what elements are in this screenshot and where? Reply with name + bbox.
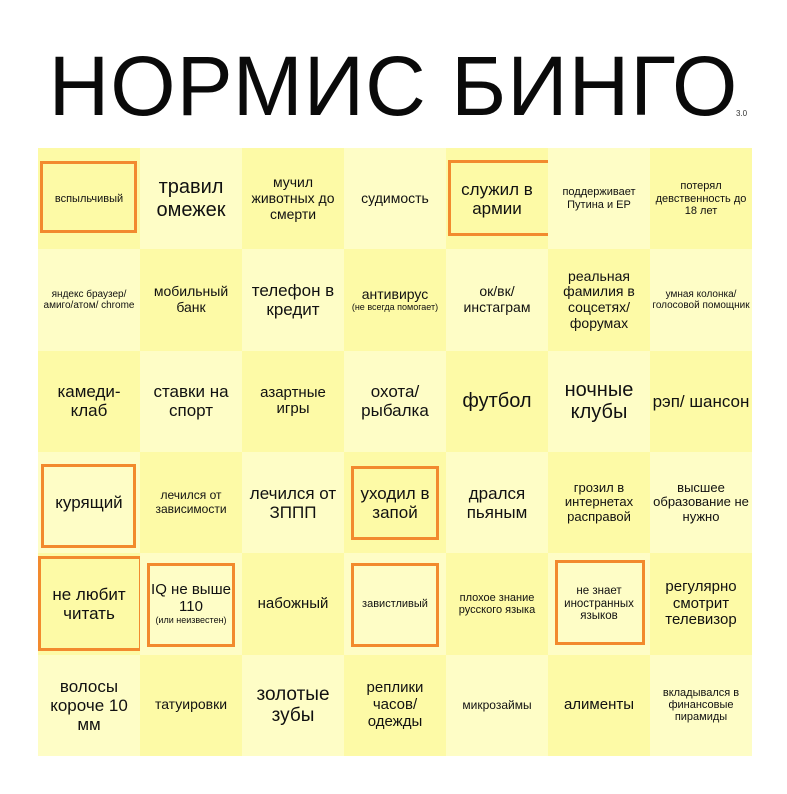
bingo-cell[interactable] bbox=[242, 148, 344, 249]
bingo-cell[interactable] bbox=[140, 148, 242, 249]
bingo-cell[interactable] bbox=[650, 351, 752, 452]
bingo-cell[interactable] bbox=[242, 553, 344, 654]
bingo-cell[interactable] bbox=[548, 249, 650, 350]
bingo-cell[interactable] bbox=[650, 655, 752, 756]
cell-text: лечился от зависимости bbox=[155, 488, 227, 516]
cell-text: волосы короче 10 мм bbox=[50, 676, 128, 734]
bingo-cell[interactable] bbox=[242, 351, 344, 452]
bingo-cell[interactable] bbox=[140, 351, 242, 452]
cell-text: IQ не выше 110 bbox=[151, 580, 231, 615]
cell-text: не любит читать bbox=[52, 584, 126, 623]
cell-text: вспыльчивый bbox=[54, 192, 124, 205]
bingo-cell[interactable] bbox=[344, 655, 446, 756]
bingo-cell[interactable] bbox=[38, 148, 140, 249]
cell-text: ок/вк/ инстаграм bbox=[463, 283, 531, 315]
bingo-cell[interactable] bbox=[650, 249, 752, 350]
bingo-cell[interactable] bbox=[344, 351, 446, 452]
bingo-cell[interactable] bbox=[650, 553, 752, 654]
cell-subtext: (не всегда помогает) bbox=[351, 302, 439, 313]
bingo-cell[interactable] bbox=[242, 452, 344, 553]
cell-text: мучил животных до смерти bbox=[251, 174, 335, 222]
cell-text: телефон в кредит bbox=[251, 280, 335, 319]
bingo-cell[interactable] bbox=[548, 148, 650, 249]
cell-text: умная колонка/ голосовой помощник bbox=[652, 288, 750, 311]
bingo-cell[interactable] bbox=[242, 655, 344, 756]
cell-text: поддерживает Путина и ЕР bbox=[562, 186, 636, 211]
bingo-cell[interactable] bbox=[548, 553, 650, 654]
cell-text: плохое знание русского языка bbox=[458, 591, 536, 616]
version-label: 3.0 bbox=[736, 109, 748, 118]
cell-text: охота/ рыбалка bbox=[361, 382, 429, 421]
cell-text: яндекс браузер/ амиго/атом/ chrome bbox=[43, 288, 135, 311]
bingo-cell[interactable] bbox=[446, 553, 548, 654]
bingo-cell[interactable] bbox=[548, 655, 650, 756]
cell-text: потерял девственность до 18 лет bbox=[655, 180, 747, 217]
cell-text: судимость bbox=[361, 189, 429, 206]
cell-text: не знает иностранных языков bbox=[564, 584, 634, 623]
bingo-cell[interactable] bbox=[344, 249, 446, 350]
cell-subtext: (или неизвестен) bbox=[155, 615, 227, 626]
cell-text: реальная фамилия в соцсетях/ форумах bbox=[563, 267, 635, 331]
bingo-grid bbox=[38, 148, 752, 756]
cell-text: дрался пьяным bbox=[466, 483, 528, 522]
cell-text: ставки на спорт bbox=[153, 382, 229, 421]
bingo-cell[interactable] bbox=[140, 249, 242, 350]
cell-text: лечился от ЗППП bbox=[249, 483, 337, 522]
page-title: НОРМИС БИНГО bbox=[48, 39, 739, 133]
bingo-cell[interactable] bbox=[140, 655, 242, 756]
cell-text: ночные клубы bbox=[564, 378, 634, 424]
bingo-cell[interactable] bbox=[38, 351, 140, 452]
bingo-cell[interactable] bbox=[446, 655, 548, 756]
bingo-cell[interactable] bbox=[242, 249, 344, 350]
bingo-cell[interactable] bbox=[650, 452, 752, 553]
bingo-cell[interactable] bbox=[446, 249, 548, 350]
bingo-cell[interactable] bbox=[38, 249, 140, 350]
bingo-cell[interactable] bbox=[650, 148, 752, 249]
bingo-cell[interactable] bbox=[344, 148, 446, 249]
bingo-cell[interactable] bbox=[140, 553, 242, 654]
cell-text: микрозаймы bbox=[462, 697, 532, 712]
cell-text: татуировки bbox=[154, 696, 228, 713]
cell-text: мобильный банк bbox=[153, 283, 229, 315]
bingo-cell[interactable] bbox=[140, 452, 242, 553]
cell-text: камеди-клаб bbox=[57, 382, 121, 421]
cell-text: антивирус bbox=[361, 285, 429, 302]
cell-text: завистливый bbox=[362, 597, 428, 610]
cell-text: грозил в интернетах расправой bbox=[564, 479, 634, 524]
bingo-cell[interactable] bbox=[38, 452, 140, 553]
cell-text: служил в армии bbox=[461, 179, 533, 218]
cell-text: футбол bbox=[462, 390, 532, 413]
bingo-cell[interactable] bbox=[344, 452, 446, 553]
cell-text: регулярно смотрит телевизор bbox=[665, 577, 737, 629]
bingo-cell[interactable] bbox=[38, 655, 140, 756]
cell-text: золотые зубы bbox=[256, 684, 330, 727]
cell-text: набожный bbox=[257, 594, 329, 612]
bingo-cell[interactable] bbox=[548, 351, 650, 452]
cell-text: вкладывался в финансовые пирамиды bbox=[662, 686, 740, 724]
bingo-cell[interactable] bbox=[38, 553, 140, 654]
cell-text: курящий bbox=[55, 493, 123, 513]
cell-text: рэп/ шансон bbox=[652, 391, 750, 411]
bingo-cell[interactable] bbox=[446, 351, 548, 452]
bingo-cell[interactable] bbox=[446, 452, 548, 553]
cell-text: реплики часов/ одежды bbox=[366, 679, 424, 730]
cell-text: высшее образование не нужно bbox=[653, 479, 749, 524]
bingo-cell[interactable] bbox=[446, 148, 548, 249]
cell-text: уходил в запой bbox=[360, 483, 430, 522]
cell-text: алименты bbox=[563, 695, 635, 713]
cell-text: травил омежек bbox=[156, 176, 226, 221]
bingo-cell[interactable] bbox=[548, 452, 650, 553]
bingo-cell[interactable] bbox=[344, 553, 446, 654]
cell-text: азартные игры bbox=[260, 383, 326, 418]
